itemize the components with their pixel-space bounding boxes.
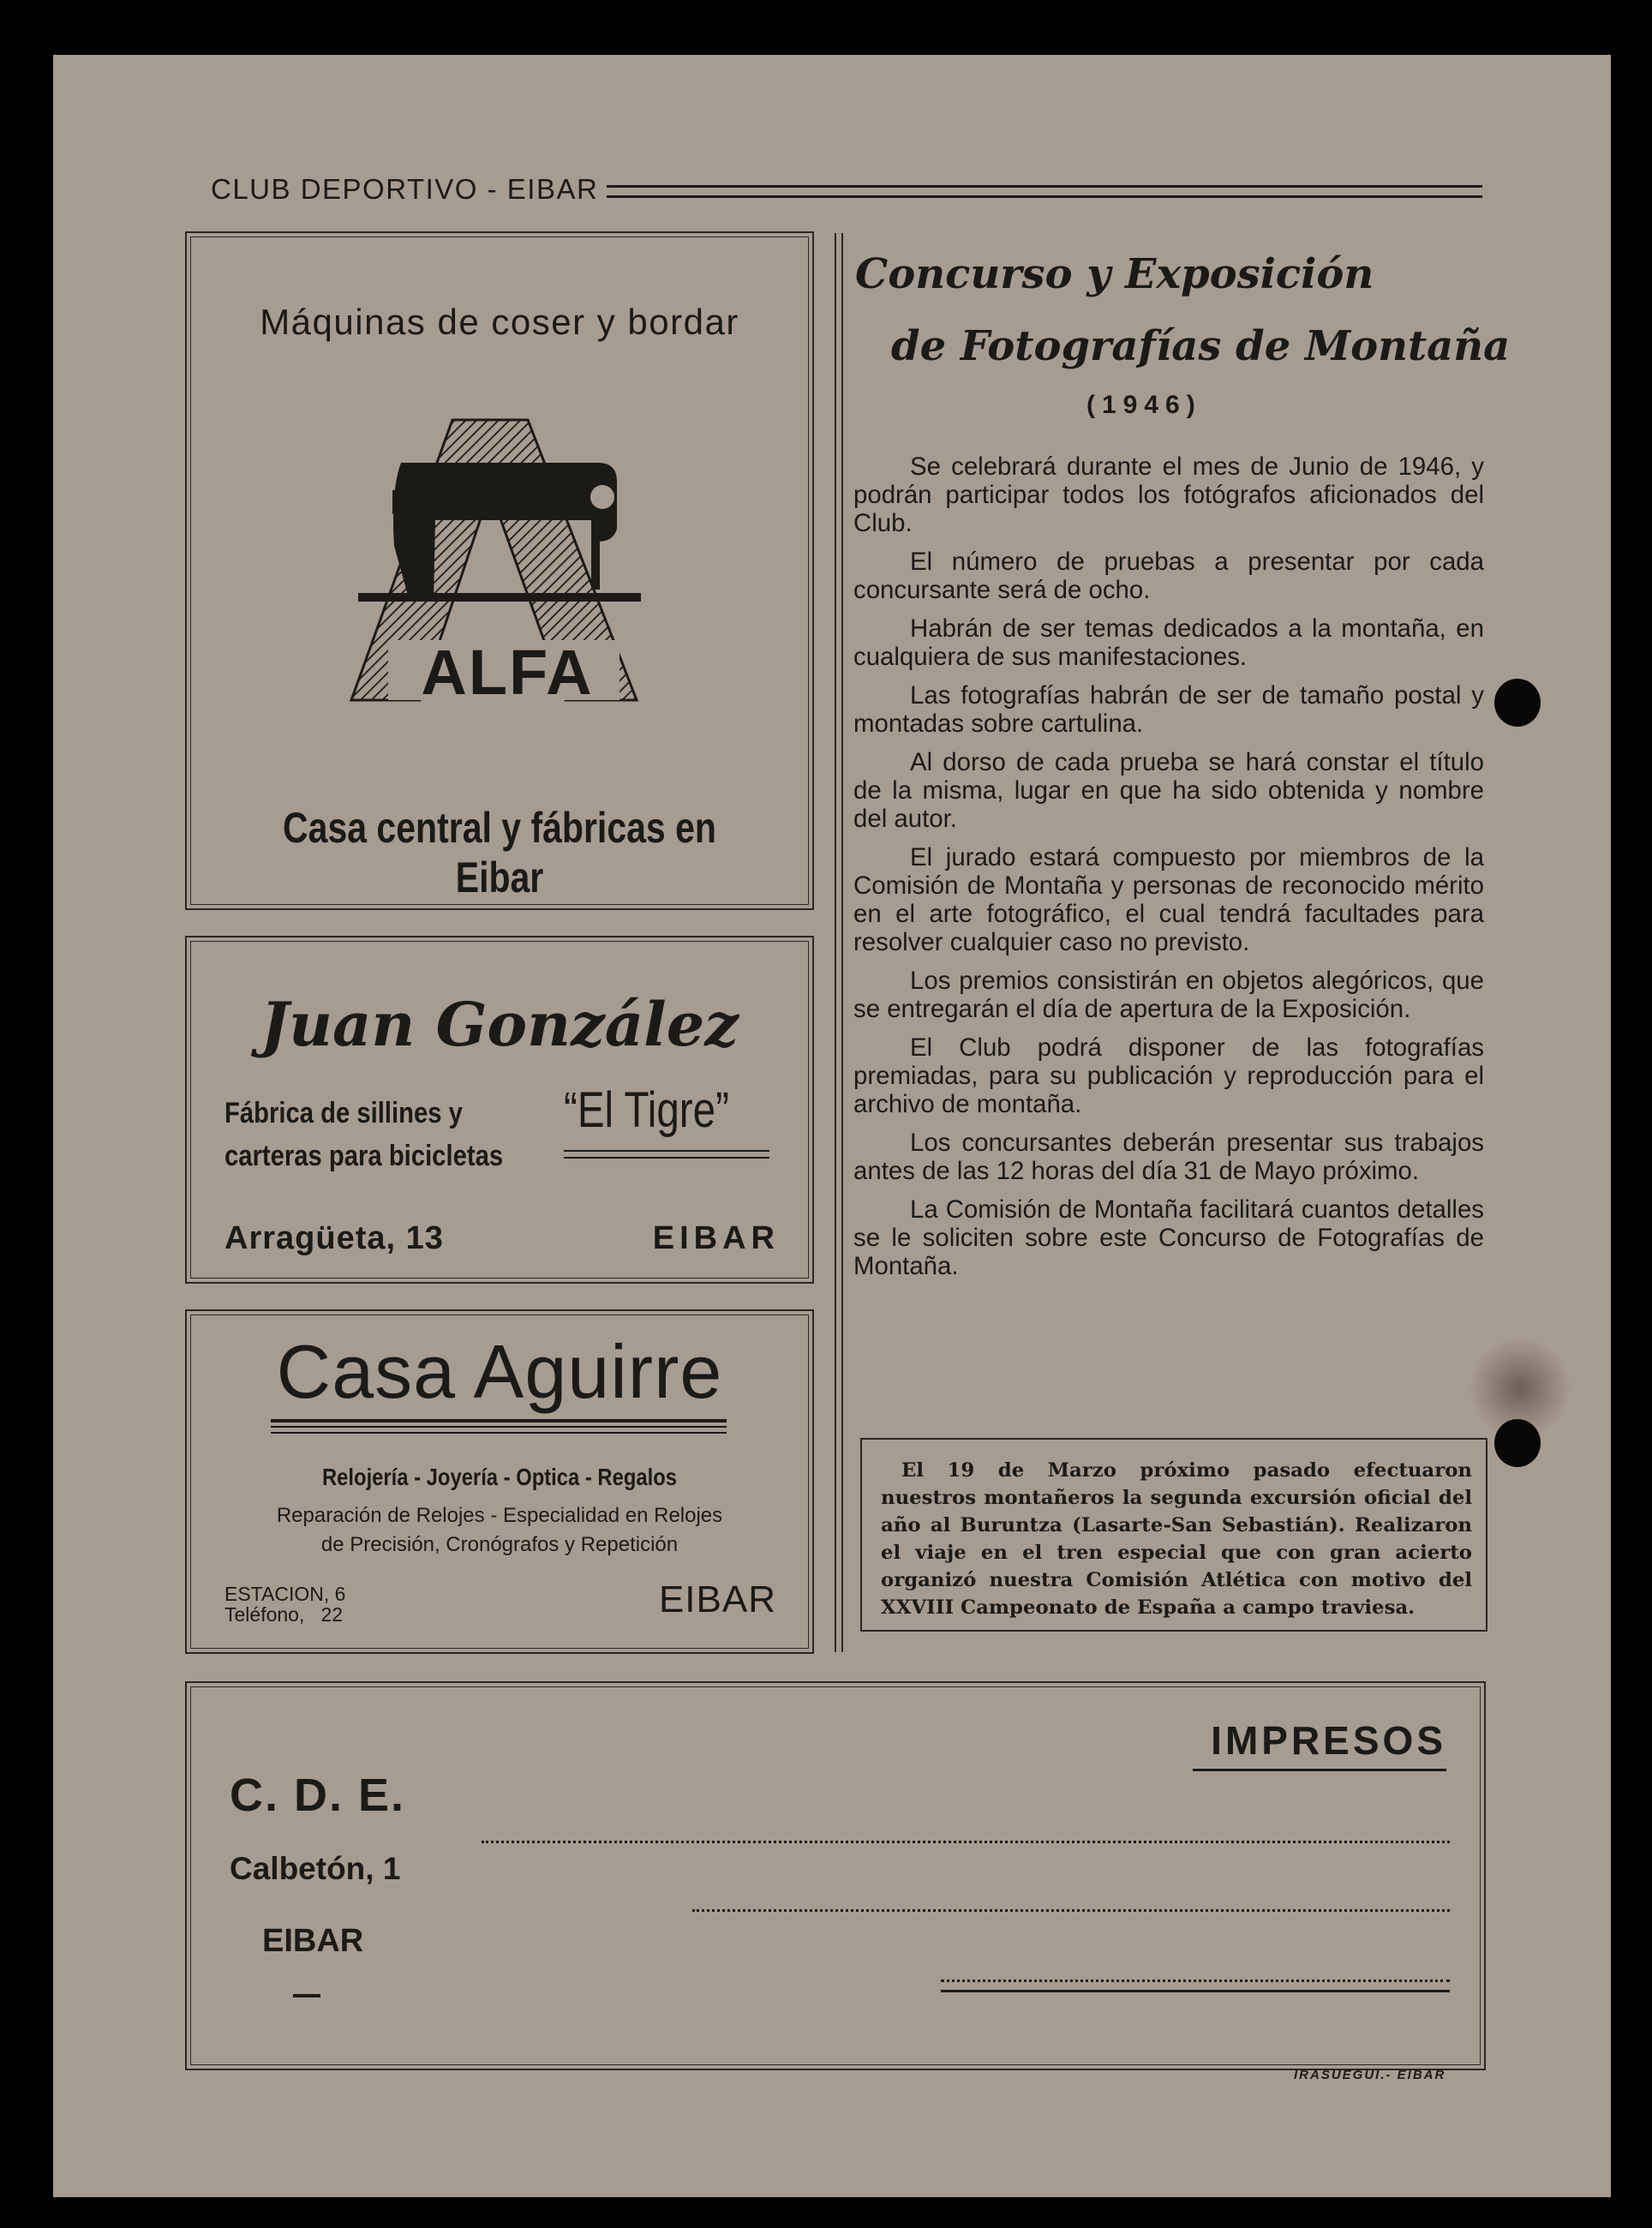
impresos-street: Calbetón, 1 <box>230 1851 401 1886</box>
ad-casa-aguirre-city: EIBAR <box>658 1578 776 1620</box>
column-divider <box>835 233 843 1652</box>
ad-juan-gonzalez-desc-line2: carteras para bicicletas <box>224 1140 504 1172</box>
ad-juan-gonzalez-address: Arragüeta, 13 <box>224 1220 444 1256</box>
ad-casa-aguirre-services: Relojería - Joyería - Optica - Regalos <box>321 1464 677 1490</box>
ad-casa-aguirre <box>185 1309 814 1654</box>
ad-casa-aguirre-name: Casa Aguirre <box>276 1329 723 1414</box>
ad-casa-aguirre-address-line2: Teléfono, 22 <box>224 1603 344 1626</box>
news-box <box>860 1438 1487 1632</box>
ad-juan-gonzalez-city: EIBAR <box>652 1220 780 1256</box>
ad-juan-gonzalez <box>185 936 814 1284</box>
article-paragraph: Se celebrará durante el mes de Junio de 1946, y podrán participar todos los fotógrafos aficionados del Club. <box>853 452 1484 537</box>
blank-line <box>692 1909 1450 1912</box>
blank-line <box>482 1841 1450 1843</box>
header-rule <box>607 185 1482 198</box>
news-text <box>881 1457 1472 1621</box>
blank-line-rule <box>941 1990 1450 1992</box>
punch-hole <box>1494 679 1541 727</box>
article-paragraph: El jurado estará compuesto por miembros de la Comisión de Montaña y personas de reconocido mérito en el arte fotográfico, el cual tendrá facultades para resolver cualquier caso no previsto. <box>853 843 1484 956</box>
alfa-logo-text: ALFA <box>421 637 594 708</box>
impresos-city: EIBAR <box>262 1923 364 1959</box>
article-paragraph: Las fotografías habrán de ser de tamaño postal y montadas sobre cartulina. <box>853 681 1484 738</box>
impresos-box <box>185 1681 1486 2070</box>
brand-underline <box>564 1150 769 1159</box>
name-underline <box>271 1426 727 1428</box>
article-paragraph: Los concursantes deberán presentar sus trabajos antes de las 12 horas del día 31 de Mayo próximo. <box>853 1129 1484 1185</box>
ad-juan-gonzalez-name: Juan González <box>260 989 739 1060</box>
article-paragraph: Los premios consistirán en objetos alegóricos, que se entregarán el día de apertura de la Exposición. <box>853 967 1484 1023</box>
article-body <box>853 452 1484 1291</box>
article-title-line1: Concurso y Exposición <box>855 250 1374 298</box>
blank-line <box>941 1979 1450 1982</box>
punch-hole <box>1494 1419 1541 1467</box>
ad-casa-aguirre-repair <box>187 1501 812 1560</box>
ad-alfa <box>185 231 814 910</box>
article-paragraph: La Comisión de Montaña facilitará cuantos detalles se le soliciten sobre este Concurso de Fotografías de Montaña. <box>853 1195 1484 1280</box>
printer-mark: IRASUEGUI.- EIBAR <box>1294 2068 1446 2082</box>
impresos-title: IMPRESOS <box>1211 1718 1446 1763</box>
article-paragraph: Al dorso de cada prueba se hará constar el título de la misma, lugar en que ha sido obtenida y nombre del autor. <box>853 748 1484 833</box>
article-paragraph: Habrán de ser temas dedicados a la montaña, en cualquiera de sus manifestaciones. <box>853 614 1484 671</box>
article-title-line2: de Fotografías de Montaña <box>891 322 1511 370</box>
header-title: CLUB DEPORTIVO - EIBAR <box>211 173 599 205</box>
article-paragraph: El número de pruebas a presentar por cada concursante será de ocho. <box>853 548 1484 604</box>
title-underline <box>1193 1769 1446 1771</box>
ad-alfa-footer: Casa central y fábricas en Eibar <box>283 804 716 901</box>
ad-juan-gonzalez-desc-line1: Fábrica de sillines y <box>224 1097 463 1129</box>
article-paragraph: El Club podrá disponer de las fotografías premiadas, para su publicación y reproducción para el archivo de montaña. <box>853 1033 1484 1118</box>
ad-casa-aguirre-repair-line2: de Precisión, Cronógrafos y Repetición <box>320 1533 679 1556</box>
ad-casa-aguirre-address-line1: ESTACION, 6 <box>224 1583 346 1605</box>
impresos-org: C. D. E. <box>230 1770 406 1821</box>
ad-alfa-headline: Máquinas de coser y bordar <box>260 302 739 342</box>
name-underline <box>271 1432 727 1434</box>
ad-casa-aguirre-repair-line1: Reparación de Relojes - Especialidad en Relojes <box>276 1504 723 1527</box>
ad-juan-gonzalez-brand: “El Tigre” <box>564 1082 729 1138</box>
name-underline <box>271 1419 727 1422</box>
news-paragraph: El 19 de Marzo próximo pasado efectuaron nuestros montañeros la segunda excursión oficial del año al Buruntza (Lasarte-San Sebastián). Realizaron el viaje en el tren especial que con gran acierto organizó nuestra Comisión Atlética con motivo del XXVIII Campeonato de España a campo traviesa. <box>881 1459 1472 1619</box>
ad-casa-aguirre-address <box>224 1584 345 1625</box>
article-year: (1946) <box>1086 391 1202 419</box>
dash-mark <box>293 1994 320 1997</box>
ad-juan-gonzalez-description <box>224 1092 503 1177</box>
